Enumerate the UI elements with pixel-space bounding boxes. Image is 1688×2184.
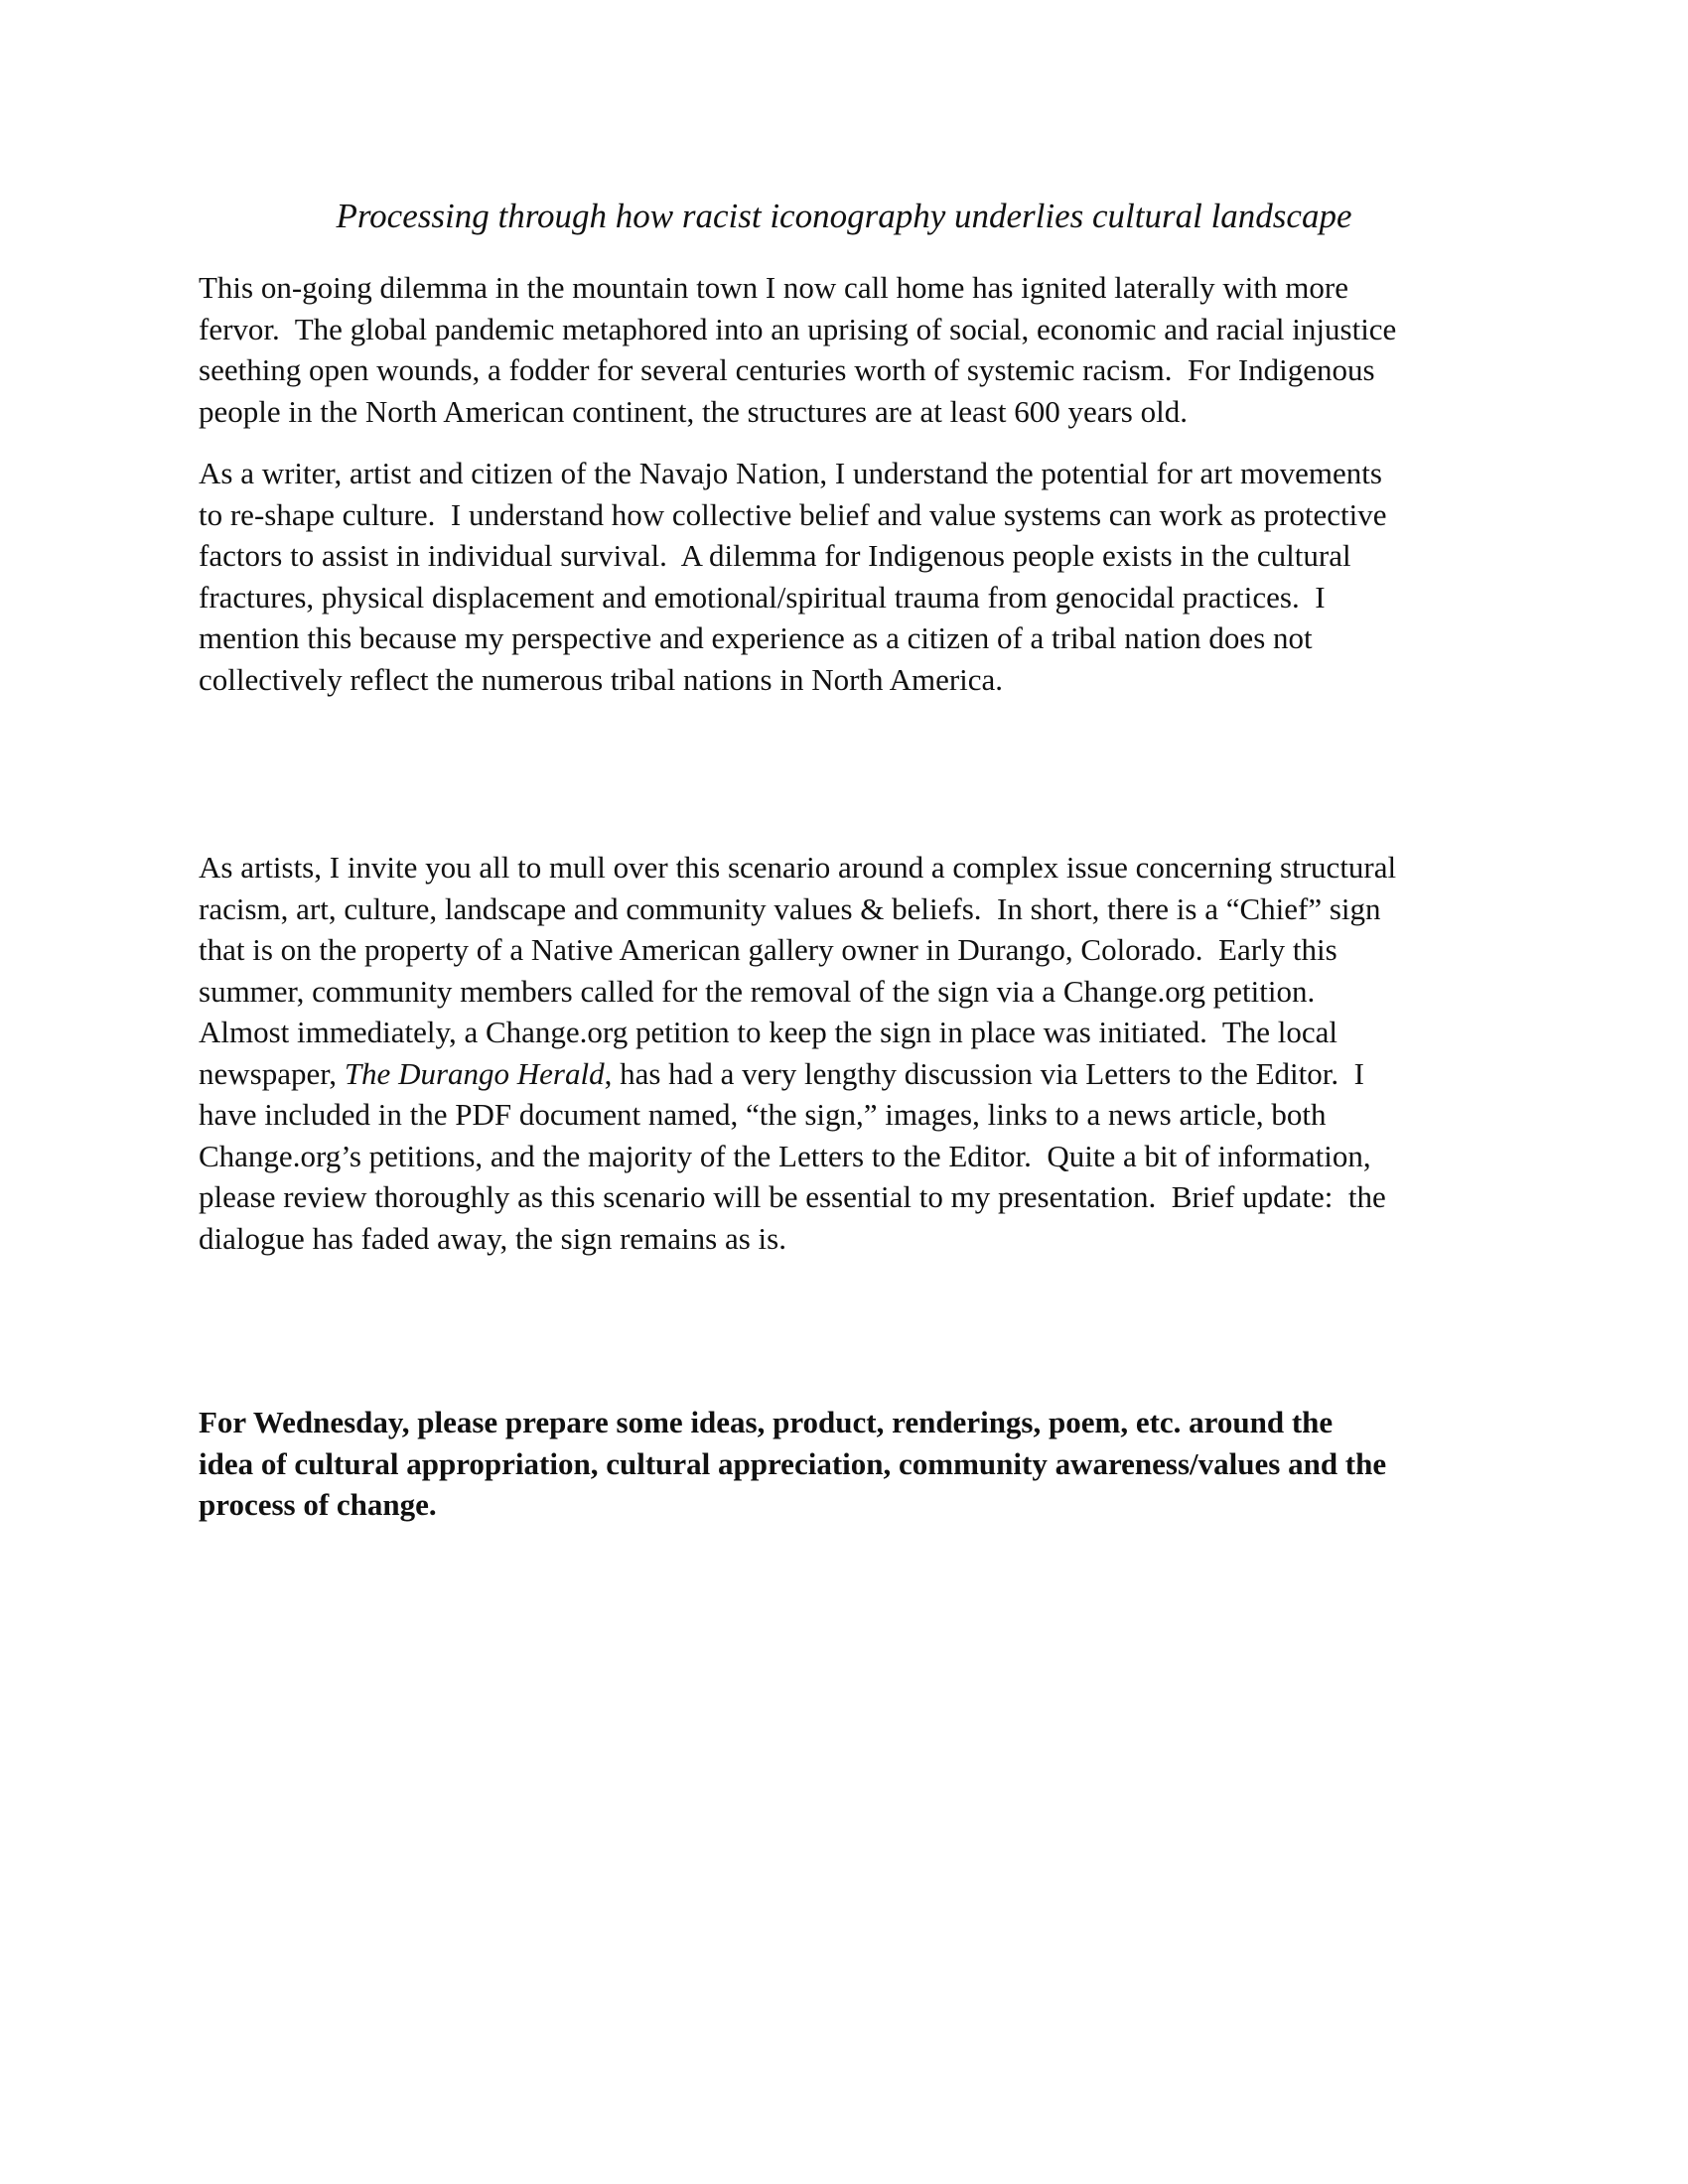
text-line: have included in the PDF document named, “the sign,” images, links to a news article, both bbox=[199, 1097, 1327, 1132]
text-line: process of change. bbox=[199, 1487, 437, 1522]
text-line: As artists, I invite you all to mull over this scenario around a complex issue concerning structural bbox=[199, 850, 1397, 885]
text-line: fervor. The global pandemic metaphored into an uprising of social, economic and racial injustice bbox=[199, 311, 1397, 346]
text-line: Almost immediately, a Change.org petition to keep the sign in place was initiated. The local bbox=[199, 1015, 1338, 1049]
newspaper-name: The Durango Herald bbox=[344, 1055, 605, 1091]
text-segment: newspaper, bbox=[199, 1055, 345, 1091]
text-line: This on-going dilemma in the mountain town I now call home has ignited laterally with more bbox=[199, 270, 1348, 305]
paragraph-intro bbox=[199, 267, 1509, 432]
text-line: racism, art, culture, landscape and community values & beliefs. In short, there is a “Chief” sign bbox=[199, 890, 1381, 926]
text-line bbox=[199, 1053, 1509, 1095]
document-title: Processing through how racist iconography underlies cultural landscape bbox=[336, 197, 1352, 235]
paragraph-assignment bbox=[199, 1402, 1509, 1526]
text-line: factors to assist in individual survival. A dilemma for Indigenous people exists in the cultural bbox=[199, 538, 1351, 573]
text-line: As a writer, artist and citizen of the Navajo Nation, I understand the potential for art movements bbox=[199, 456, 1382, 490]
text-line: mention this because my perspective and experience as a citizen of a tribal nation does not bbox=[199, 620, 1313, 655]
text-line: please review thoroughly as this scenario will be essential to my presentation. Brief update: the bbox=[199, 1179, 1386, 1214]
text-line: people in the North American continent, the structures are at least 600 years old. bbox=[199, 393, 1188, 429]
text-line: to re-shape culture. I understand how collective belief and value systems can work as protective bbox=[199, 496, 1387, 532]
paragraph-perspective bbox=[199, 453, 1509, 700]
text-line: idea of cultural appropriation, cultural appreciation, community awareness/values and the bbox=[199, 1445, 1387, 1481]
text-line: Change.org’s petitions, and the majority of the Letters to the Editor. Quite a bit of information, bbox=[199, 1138, 1371, 1173]
paragraph-scenario bbox=[199, 847, 1509, 1259]
text-line: For Wednesday, please prepare some ideas, product, renderings, poem, etc. around the bbox=[199, 1405, 1334, 1439]
text-line: summer, community members called for the removal of the sign via a Change.org petition. bbox=[199, 973, 1316, 1009]
text-line: dialogue has faded away, the sign remains as is. bbox=[199, 1220, 786, 1256]
text-line: fractures, physical displacement and emotional/spiritual trauma from genocidal practices. I bbox=[199, 579, 1326, 614]
text-line: seething open wounds, a fodder for several centuries worth of systemic racism. For Indigenous bbox=[199, 352, 1375, 387]
text-line: that is on the property of a Native American gallery owner in Durango, Colorado. Early this bbox=[199, 932, 1337, 967]
text-line: collectively reflect the numerous tribal nations in North America. bbox=[199, 661, 1004, 697]
text-segment: , has had a very lengthy discussion via Letters to the Editor. I bbox=[604, 1055, 1364, 1091]
